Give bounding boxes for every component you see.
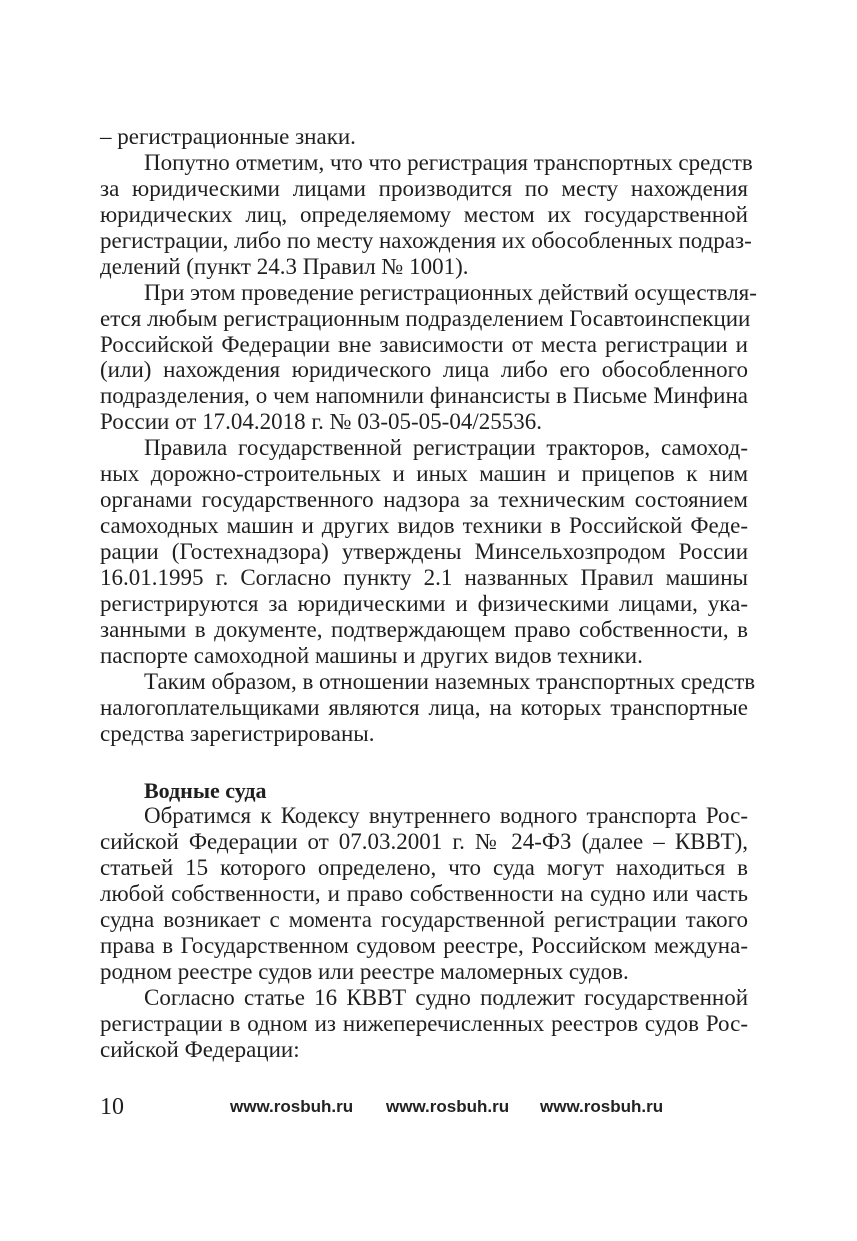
text-line: Российской Федерации вне зависимости от места регистрации и: [100, 331, 748, 357]
text-line: органами государственного надзора за техническим состоянием: [100, 487, 748, 513]
paragraph: [100, 803, 748, 985]
page-body: [100, 124, 757, 1063]
text-line: России от 17.04.2018 г. № 03-05-05-04/25536.: [100, 409, 542, 435]
text-line: регистрации, либо по месту нахождения их обособленных подраз-: [100, 227, 752, 253]
website-link[interactable]: www.rosbuh.ru: [540, 1097, 664, 1116]
text-line: регистрации в одном из нижеперечисленных реестров судов Рос-: [100, 1010, 748, 1036]
text-line: (или) нахождения юридического лица либо его обособленного: [100, 357, 748, 383]
paragraph: [100, 435, 748, 668]
text-line: Правила государственной регистрации тракторов, самоход-: [144, 435, 748, 461]
paragraph: [100, 668, 756, 747]
paragraph: [100, 124, 748, 150]
text-line: 16.01.1995 г. Согласно пункту 2.1 названных Правил машины: [100, 564, 748, 590]
text-line: права в Государственном судовом реестре, Российском междуна-: [100, 933, 748, 959]
text-line: Согласно статье 16 КВВТ судно подлежит государственной: [144, 985, 748, 1010]
text-line: сийской Федерации:: [100, 1036, 300, 1062]
text-line: статьей 15 которого определено, что суда могут находиться в: [100, 855, 748, 881]
text-line: налогоплательщиками являются лица, на которых транспортные: [100, 694, 748, 720]
text-line: любой собственности, и право собственности на судно или часть: [100, 881, 748, 907]
text-line: Таким образом, в отношении наземных транспортных средств: [144, 668, 756, 694]
text-line: юридических лиц, определяемому местом их государственной: [100, 201, 748, 227]
section-gap: [100, 747, 748, 778]
paragraph: [100, 279, 757, 436]
text-line: ных дорожно-строительных и иных машин и прицепов к ним: [100, 461, 748, 487]
text-line: делений (пункт 24.3 Правил № 1001).: [100, 253, 469, 279]
page-number: 10: [100, 1094, 124, 1120]
text-line: самоходных машин и других видов техники в Российской Феде-: [100, 513, 748, 539]
paragraph: [100, 985, 748, 1063]
text-line: ется любым регистрационным подразделением Госавтоинспекции: [100, 305, 751, 331]
text-line: Попутно отметим, что что регистрация транспортных средств: [144, 149, 753, 175]
text-line: занными в документе, подтверждающем право собственности, в: [100, 616, 748, 642]
text-line: сийской Федерации от 07.03.2001 г. № 24-ФЗ (далее – КВВТ),: [100, 829, 748, 855]
paragraph: [100, 149, 753, 280]
text-line: подразделения, о чем напомнили финансисты в Письме Минфина: [100, 383, 748, 409]
section-heading: Водные суда: [144, 777, 267, 803]
website-link[interactable]: www.rosbuh.ru: [230, 1097, 354, 1116]
page-footer: [100, 1092, 748, 1122]
text-line: – регистрационные знаки.: [100, 124, 356, 149]
text-line: регистрируются за юридическими и физическими лицами, ука-: [100, 590, 748, 616]
text-line: средства зарегистрированы.: [100, 720, 375, 746]
text-line: судна возникает с момента государственной регистрации такого: [100, 907, 748, 933]
text-line: родном реестре судов или реестре маломерных судов.: [100, 959, 629, 985]
text-line: Обратимся к Кодексу внутреннего водного транспорта Рос-: [144, 803, 748, 829]
text-line: за юридическими лицами производится по месту нахождения: [100, 175, 748, 201]
text-line: При этом проведение регистрационных действий осуществля-: [144, 279, 757, 305]
text-line: паспорте самоходной машины и других видов техники.: [100, 642, 643, 668]
text-line: рации (Гостехнадзора) утверждены Минсельхозпродом России: [100, 539, 748, 564]
website-link[interactable]: www.rosbuh.ru: [386, 1097, 510, 1116]
